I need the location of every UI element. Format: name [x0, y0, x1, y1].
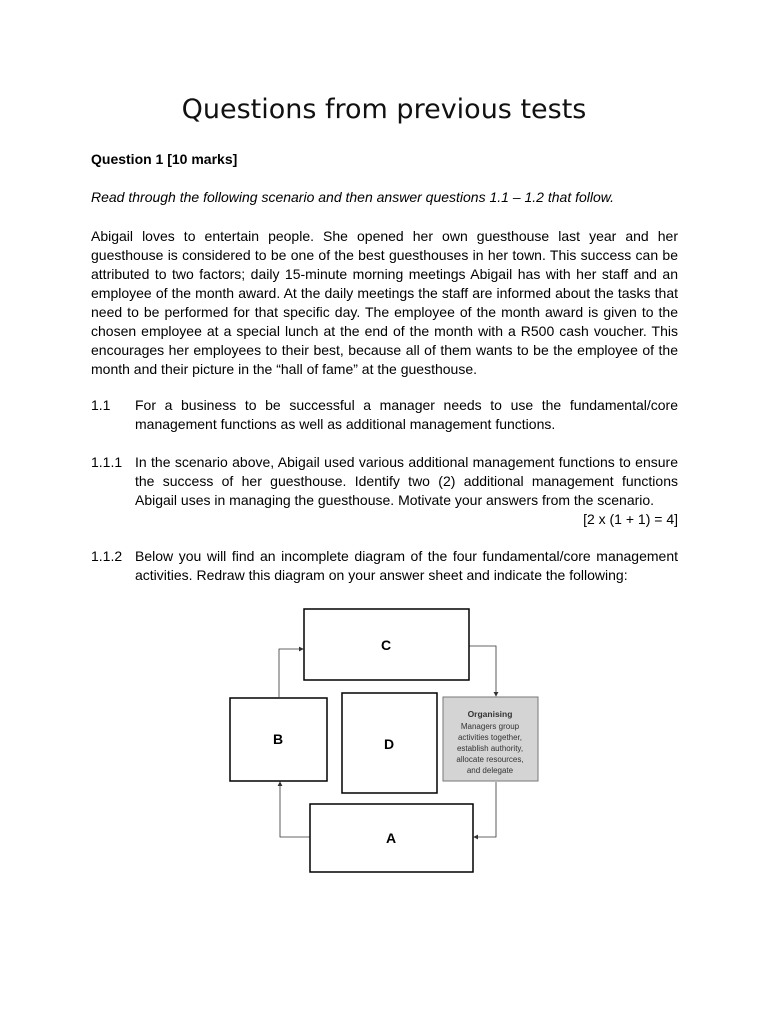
arrow-a-to-b [280, 782, 310, 837]
question-heading: Question 1 [10 marks] [91, 151, 238, 167]
management-functions-diagram [220, 600, 550, 880]
question-item-1-1-1 [91, 453, 678, 529]
item-text: Below you will find an incomplete diagram of the four fundamental/core management activities. Redraw this diagram on your answer sheet and indicate the following: [135, 548, 678, 583]
organising-line: and delegate [466, 766, 514, 775]
box-b-label: B [272, 731, 284, 747]
box-a-label: A [385, 830, 397, 846]
item-text: For a business to be successful a manager needs to use the fundamental/core management functions as well as additional management functions. [135, 397, 678, 432]
box-c-label: C [380, 637, 392, 653]
box-d-label: D [383, 736, 395, 752]
scenario-paragraph: Abigail loves to entertain people. She opened her own guesthouse last year and her guesthouse is considered to be one of the best guesthouses in her town. This success can be attributed to two factors; daily 15-minute morning meetings Abigail has with her staff and an employee of the month award. At the daily meetings the staff are informed about the tasks that need to be performed for that specific day. The employee of the month award is given to the chosen employee at a special lunch at the end of the month with a R500 cash voucher. This encourages her employees to their best, because all of them wants to be the employee of the month and their picture in the “hall of fame” at the guesthouse. [91, 228, 678, 377]
arrow-organising-to-a [474, 782, 496, 837]
item-number: 1.1.2 [91, 548, 123, 564]
item-text: In the scenario above, Abigail used various additional management functions to ensure the success of her guesthouse. Identify two (2) additional management functions Abigail uses in managing the guesthouse. Motivate your answers from the scenario. [135, 454, 678, 508]
item-marks: [2 x (1 + 1) = 4] [583, 511, 678, 527]
arrow-b-to-c [279, 649, 303, 697]
item-number: 1.1.1 [91, 454, 123, 470]
organising-title: Organising [467, 709, 513, 719]
organising-line: Managers group [460, 722, 520, 731]
question-item-1-1 [91, 396, 678, 434]
organising-line: activities together, [457, 733, 523, 742]
organising-line: establish authority, [456, 744, 524, 753]
question-item-1-1-2 [91, 547, 678, 585]
item-number: 1.1 [91, 397, 111, 413]
arrow-c-to-organising [469, 646, 496, 696]
page-title: Questions from previous tests [181, 94, 587, 125]
organising-line: allocate resources, [456, 755, 524, 764]
question-instruction: Read through the following scenario and then answer questions 1.1 – 1.2 that follow. [91, 189, 615, 205]
